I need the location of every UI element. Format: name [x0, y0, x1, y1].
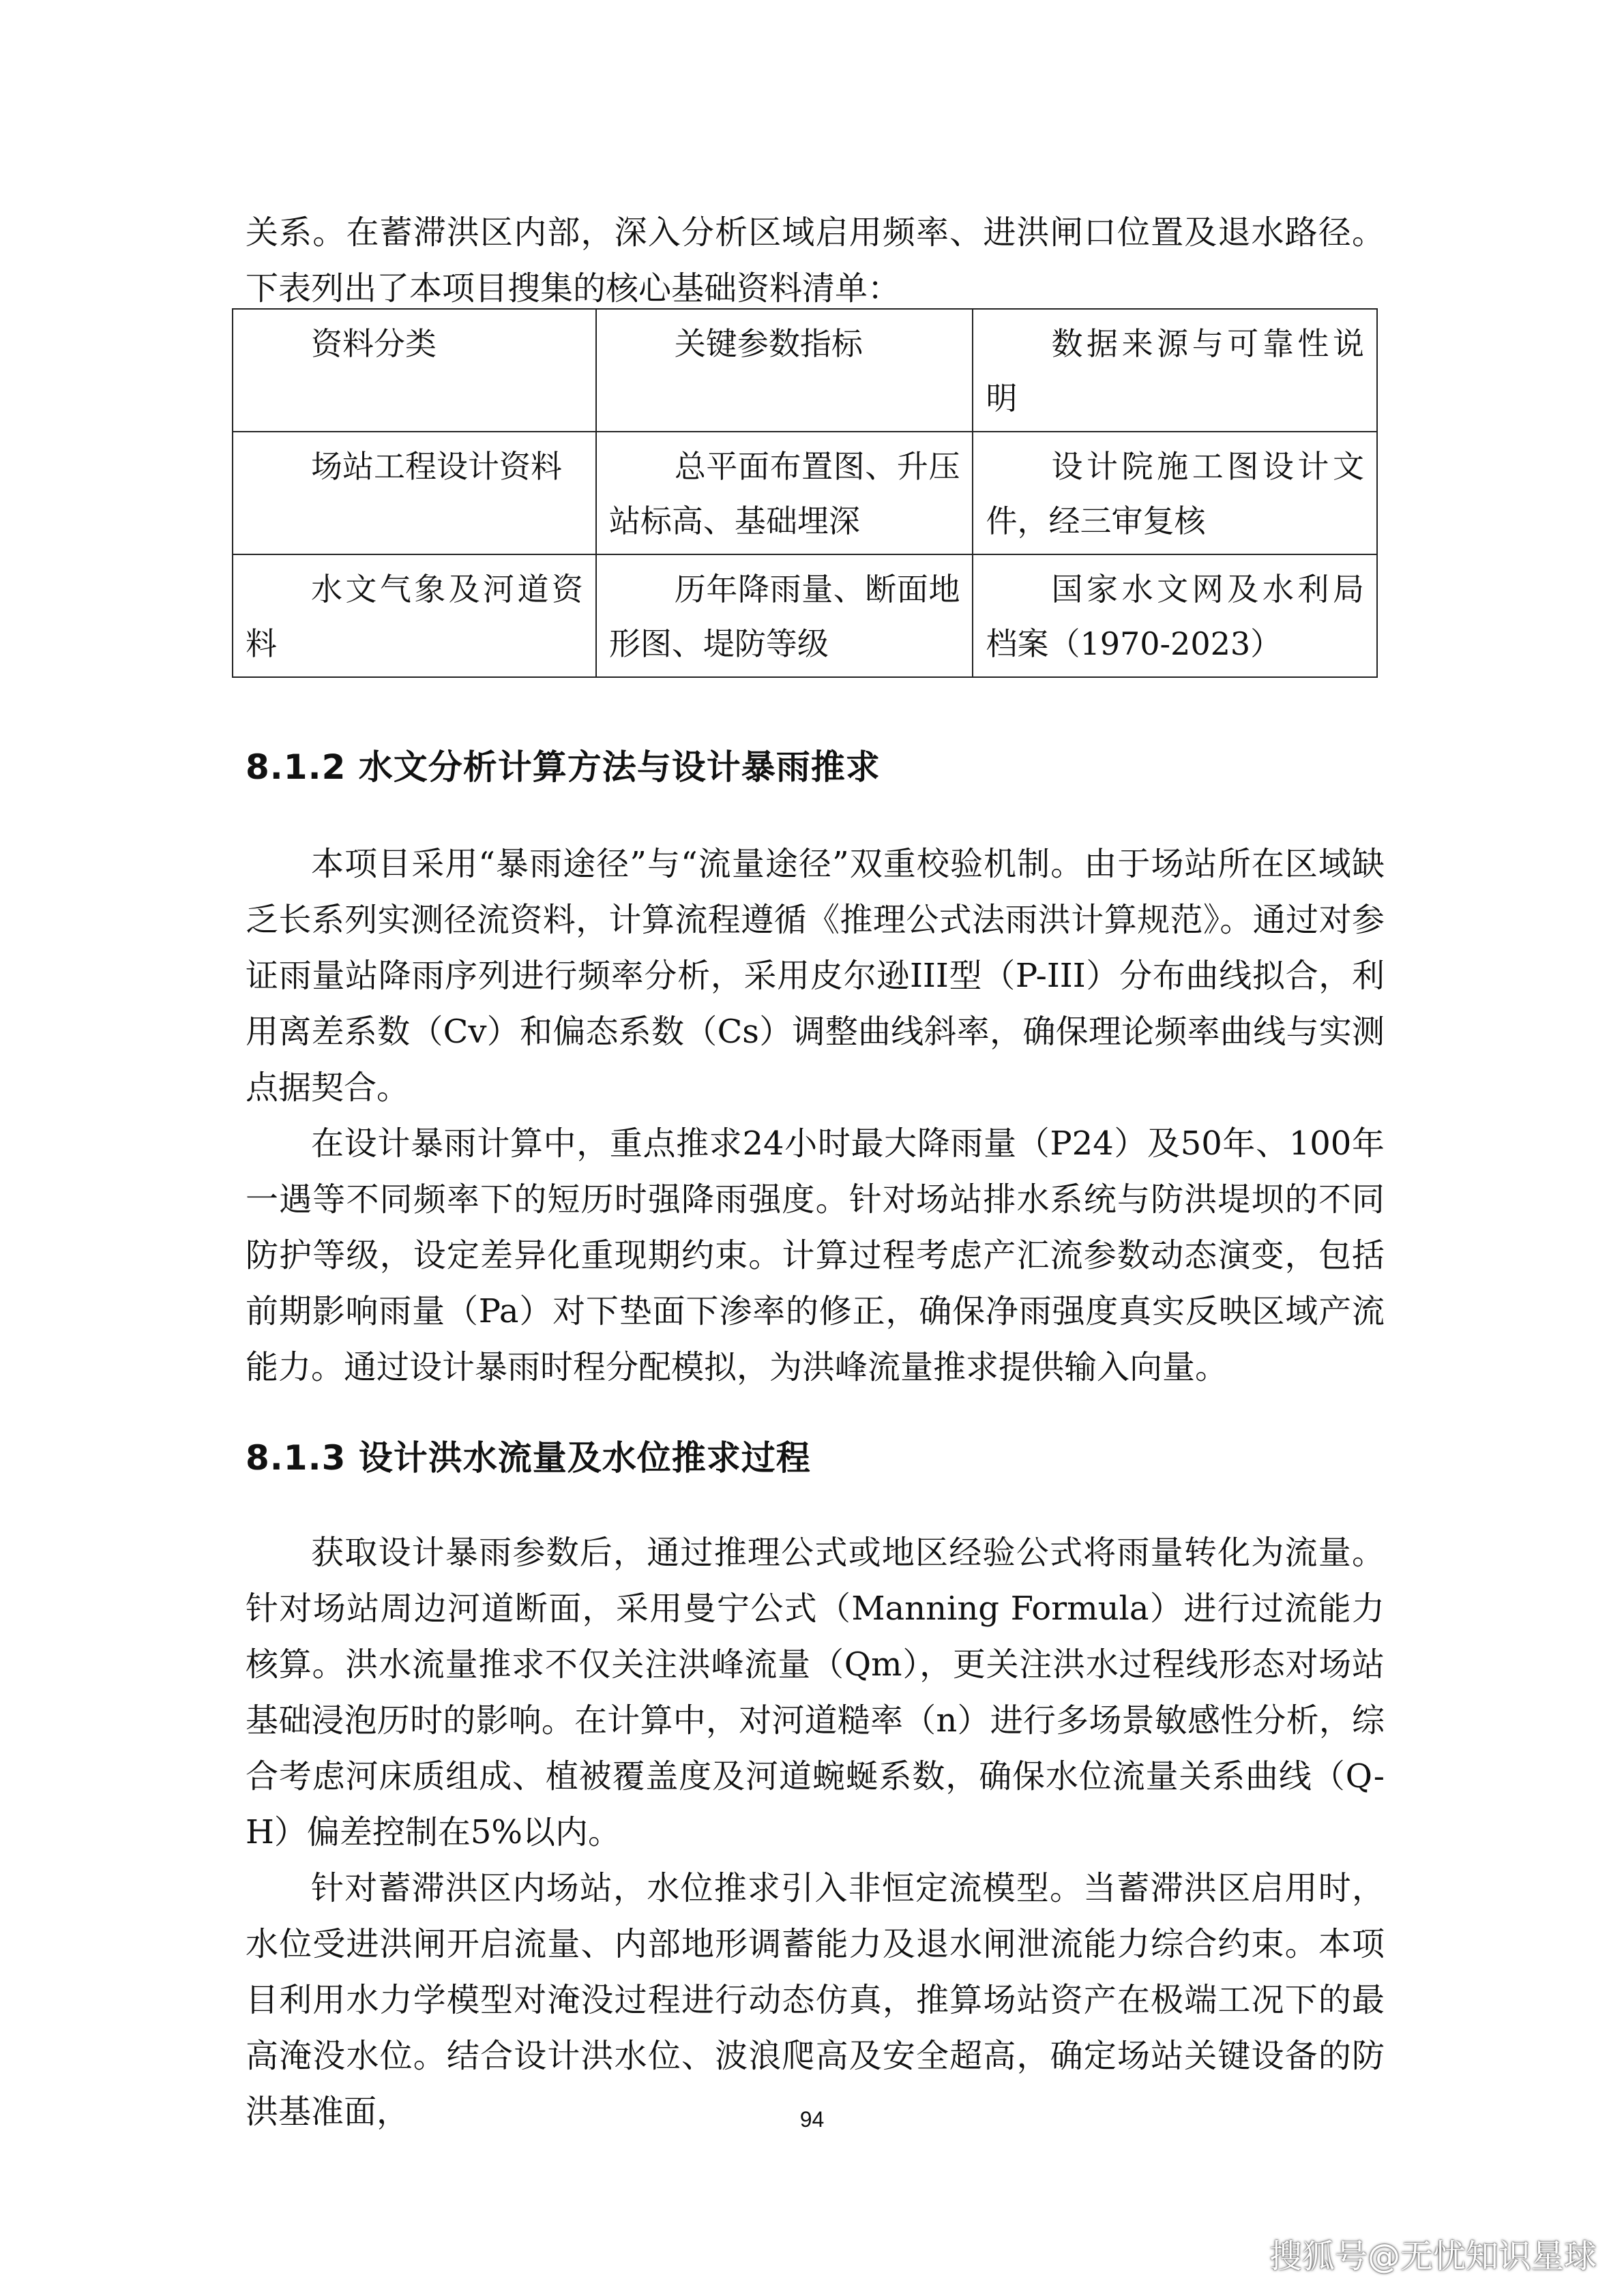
section-heading-8-1-2: 8.1.2 水文分析计算方法与设计暴雨推求 [246, 747, 881, 787]
table-cell: 国家水文网及水利局档案（1970-2023） [973, 554, 1377, 677]
table-cell: 水文气象及河道资料 [233, 554, 596, 677]
table-row [233, 554, 1377, 677]
table-cell: 设计院施工图设计文件，经三审复核 [973, 432, 1377, 554]
paragraph: 获取设计暴雨参数后，通过推理公式或地区经验公式将雨量转化为流量。针对场站周边河道断面，采用曼宁公式（Manning Formula）进行过流能力核算。洪水流量推求不仅关注洪峰流量（Qm），更关注洪水过程线形态对场站基础浸泡历时的影响。在计算中，对河道糙率（n）进行多场景敏感性分析，综合考虑河床质组成、植被覆盖度及河道蜿蜒系数，确保水位流量关系曲线（Q-H）偏差控制在5%以内。 [246, 1534, 1385, 1851]
table-cell: 历年降雨量、断面地形图、堤防等级 [596, 554, 973, 677]
page-number: 94 [799, 2107, 825, 2132]
paragraph: 在设计暴雨计算中，重点推求24小时最大降雨量（P24）及50年、100年一遇等不同频率下的短历时强降雨强度。针对场站排水系统与防洪堤坝的不同防护等级，设定差异化重现期约束。计算过程考虑产汇流参数动态演变，包括前期影响雨量（Pa）对下垫面下渗率的修正，确保净雨强度真实反映区域产流能力。通过设计暴雨时程分配模拟，为洪峰流量推求提供输入向量。 [246, 1124, 1385, 1386]
section-heading-8-1-3: 8.1.3 设计洪水流量及水位推求过程 [246, 1438, 811, 1478]
table-header-cell: 资料分类 [233, 309, 596, 432]
table-header-row [233, 309, 1377, 432]
table-header-cell: 关键参数指标 [596, 309, 973, 432]
table-cell: 总平面布置图、升压站标高、基础埋深 [596, 432, 973, 554]
intro-paragraph: 关系。在蓄滞洪区内部，深入分析区域启用频率、进洪闸口位置及退水路径。下表列出了本项目搜集的核心基础资料清单： [246, 213, 1385, 308]
table-cell: 场站工程设计资料 [233, 432, 596, 554]
paragraph: 针对蓄滞洪区内场站，水位推求引入非恒定流模型。当蓄滞洪区启用时，水位受进洪闸开启流量、内部地形调蓄能力及退水闸泄流能力综合约束。本项目利用水力学模型对淹没过程进行动态仿真，推算场站资产在极端工况下的最高淹没水位。结合设计洪水位、波浪爬高及安全超高，确定场站关键设备的防洪基准面， [246, 1869, 1385, 2131]
table-header-cell: 数据来源与可靠性说明 [973, 309, 1377, 432]
data-sources-table [232, 308, 1378, 678]
watermark: 搜狐号@无忧知识星球 [1269, 2237, 1597, 2276]
table-row [233, 432, 1377, 554]
paragraph: 本项目采用“暴雨途径”与“流量途径”双重校验机制。由于场站所在区域缺乏长系列实测径流资料，计算流程遵循《推理公式法雨洪计算规范》。通过对参证雨量站降雨序列进行频率分析，采用皮尔逊III型（P-III）分布曲线拟合，利用离差系数（Cv）和偏态系数（Cs）调整曲线斜率，确保理论频率曲线与实测点据契合。 [246, 845, 1385, 1107]
